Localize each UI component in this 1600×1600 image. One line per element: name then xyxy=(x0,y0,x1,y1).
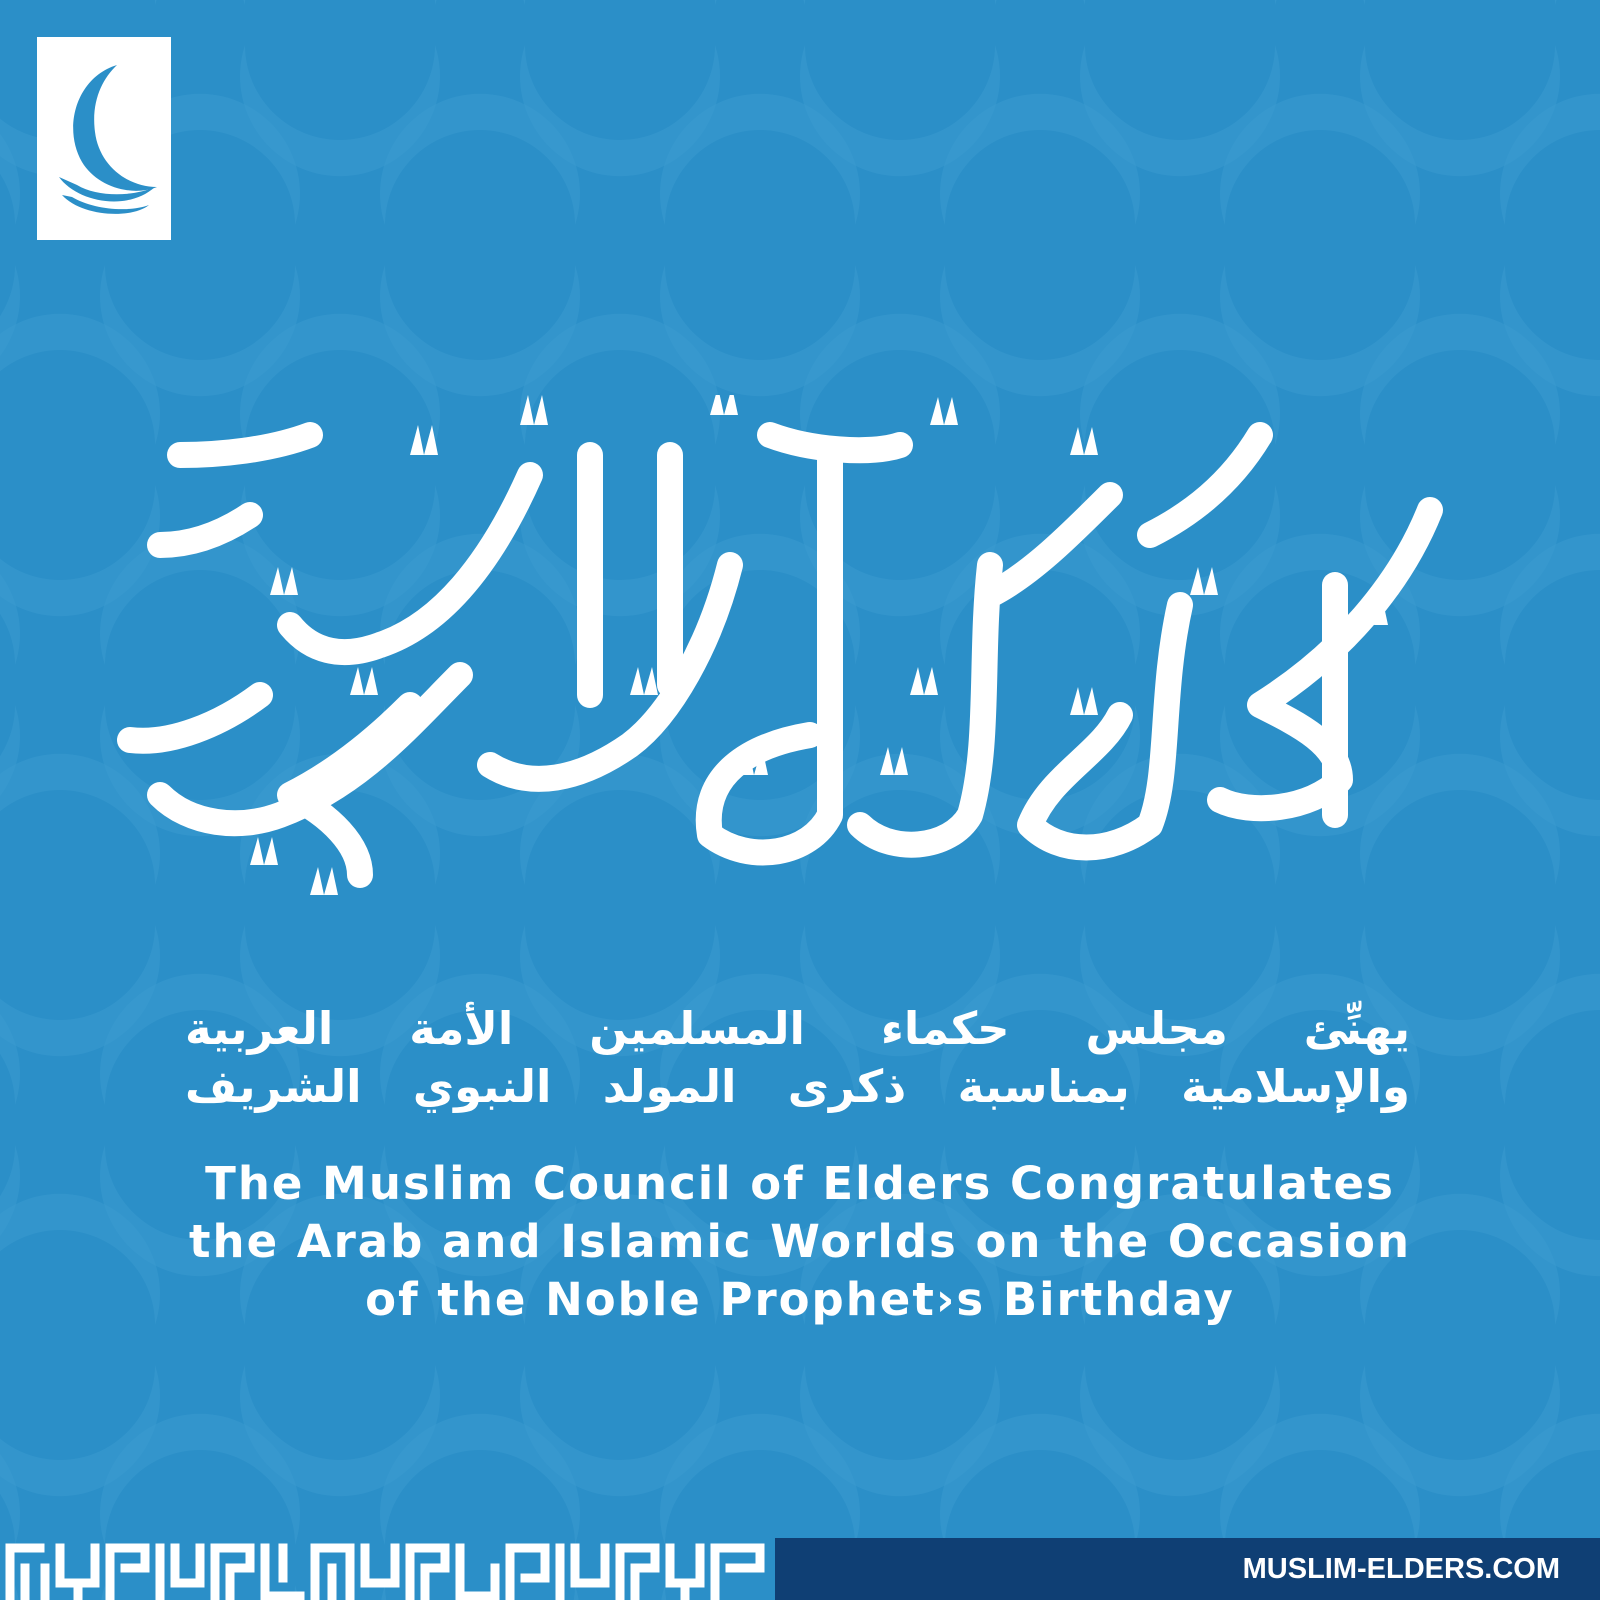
crescent-motif xyxy=(520,0,720,5)
crescent-motif xyxy=(800,0,1000,5)
crescent-motif xyxy=(1500,705,1600,836)
muslim-council-logo xyxy=(37,37,171,240)
crescent-motif xyxy=(1500,1414,1600,1545)
crescent-motif xyxy=(0,1365,160,1496)
square-kufic-pattern-icon xyxy=(0,1538,775,1600)
footer-bar xyxy=(775,1538,1600,1600)
website-link[interactable]: MUSLIM-ELDERS.COM xyxy=(1242,1553,1560,1585)
calligraphy-greeting xyxy=(110,395,1490,925)
crescent-motif xyxy=(1500,534,1600,665)
crescent-motif xyxy=(0,925,160,1056)
crescent-motif xyxy=(1500,974,1600,1105)
arabic-message-line-1: يهنِّئ مجلس حكماء المسلمين الأمة العربية xyxy=(185,1002,1410,1055)
crescent-motif xyxy=(240,0,440,5)
crescent-motif xyxy=(1500,94,1600,225)
crescent-boat-icon xyxy=(37,37,171,240)
english-message-line-2: the Arab and Islamic Worlds on the Occasion xyxy=(189,1215,1411,1268)
arabic-message-line-2: والإسلامية بمناسبة ذكرى المولد النبوي الشريف xyxy=(185,1060,1410,1113)
kufic-pattern-banner xyxy=(0,1538,775,1600)
arabic-calligraphy-icon xyxy=(110,395,1490,925)
crescent-motif xyxy=(1500,265,1600,396)
english-message-line-1: The Muslim Council of Elders Congratulates xyxy=(205,1157,1395,1210)
english-message-line-3: of the Noble Prophet›s Birthday xyxy=(365,1273,1235,1326)
crescent-motif xyxy=(1080,0,1280,5)
crescent-motif xyxy=(0,1194,160,1325)
crescent-motif xyxy=(1500,1145,1600,1276)
crescent-motif xyxy=(1360,0,1560,5)
crescent-motif xyxy=(0,0,160,5)
